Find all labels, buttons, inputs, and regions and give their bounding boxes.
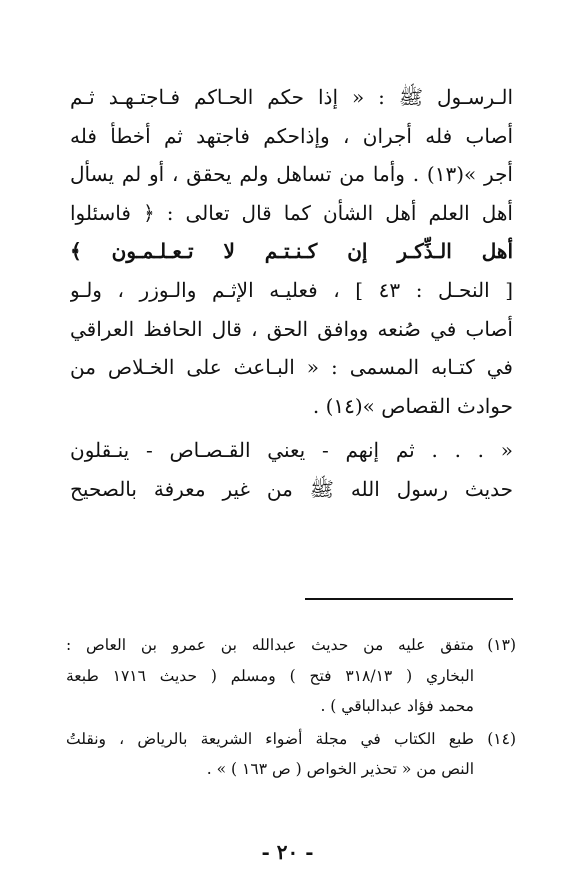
text-line: أصاب في صُنعه ووافق الحق ، قال الحافظ العراقي [70, 316, 513, 341]
text-line: في كتـابه المسمى : « البـاعث على الخـلاص من [70, 355, 513, 380]
footnote-separator [305, 598, 513, 600]
footnote [66, 724, 516, 785]
text-line: حديث رسول الله ﷺ من غير معرفة بالصحيح [70, 476, 513, 501]
footnote-line: البخاري ( ٣١٨/١٣ فتح ) ومسلم ( حديث ١٧١٦ طبعة [66, 666, 474, 685]
text-line: « . . . ثم إنهم - يعني القـصـاص - ينـقلون [70, 438, 513, 463]
footnote-number: (١٤) [487, 729, 516, 748]
text-line: [ النحـل : ٤٣ ] ، فعليـه الإثـم والـوزر ، ولـو [70, 277, 513, 302]
text-line: أجر »(١٣) . وأما من تساهل ولم يحقق ، أو لم يسأل [70, 162, 513, 187]
footnote [66, 630, 516, 722]
footnotes-block [66, 630, 516, 785]
footnote-line: طبع الكتاب في مجلة أضواء الشريعة بالرياض ، ونقلتُ [66, 729, 474, 748]
footnote-line: محمد فؤاد عبدالباقي ) . [320, 697, 474, 715]
text-line: أصاب فله أجران ، وإذاحكم فاجتهد ثم أخطأ فله [70, 123, 513, 148]
quran-verse-line: أهل الـذِّكـر إن كـنـتـم لا تـعـلـمـون ﴾ [70, 239, 513, 264]
text-line: أهل العلم أهل الشأن كما قال تعالى : ﴿ فاسئلوا [70, 200, 513, 225]
footnote-line: النص من « تحذير الخواص ( ص ١٦٣ ) » . [206, 760, 474, 778]
text-line: الـرسـول ﷺ : « إذا حكم الحـاكم فـاجتـهـد ثـم [70, 85, 513, 109]
main-text-block [70, 78, 513, 509]
page-number: - ٢٠ - [261, 840, 314, 864]
text-line: حوادث القصاص »(١٤) . [312, 393, 513, 418]
footnote-line: متفق عليه من حديث عبدالله بن عمرو بن العاص : [66, 636, 474, 654]
footnote-number: (١٣) [487, 636, 516, 654]
